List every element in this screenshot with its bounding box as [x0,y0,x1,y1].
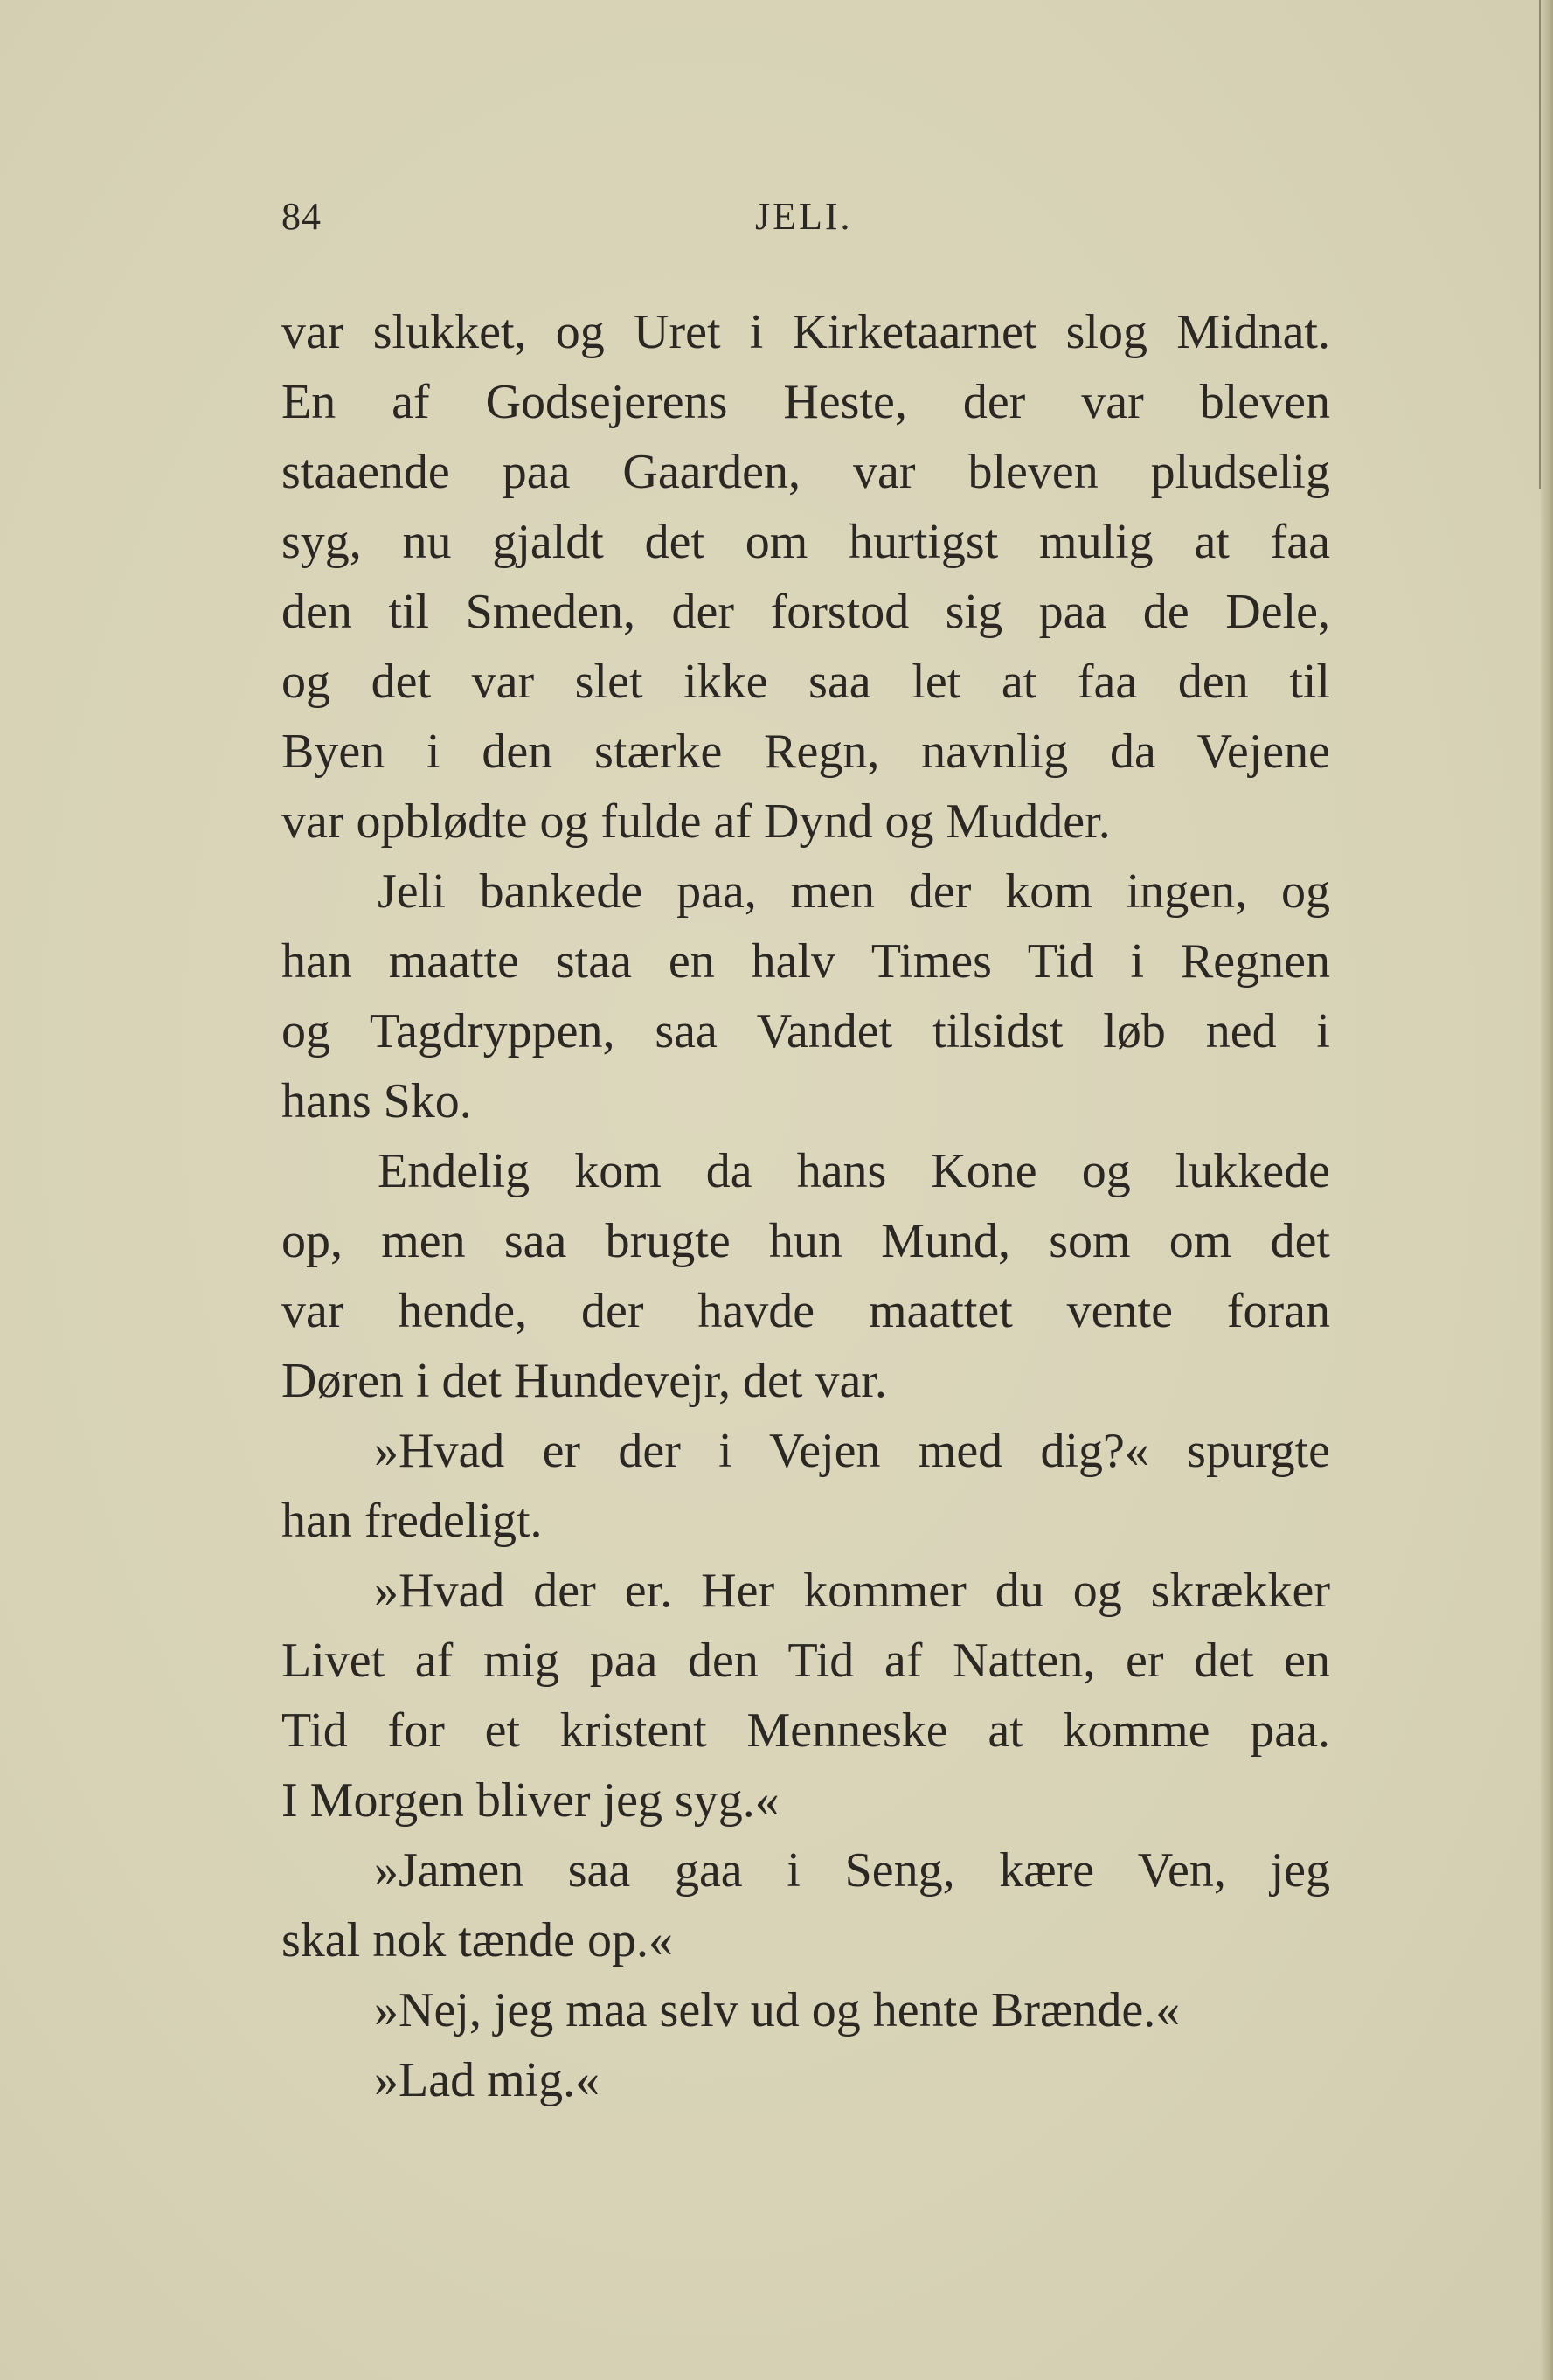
text-line: den til Smeden, der forstod sig paa de Dele, [281,585,1330,639]
text-line: »Hvad er der i Vejen med dig?« spurgte [374,1424,1330,1478]
text-line: syg, nu gjaldt det om hurtigst mulig at faa [281,515,1330,569]
page-title: JELI. [755,195,853,238]
text-line: var hende, der havde maattet vente foran [281,1284,1330,1338]
text-line: skal nok tænde op.« [281,1913,673,1967]
text-line: I Morgen bliver jeg syg.« [281,1773,780,1828]
text-line: han fredeligt. [281,1494,543,1548]
text-line: »Hvad der er. Her kommer du og skrækker [374,1564,1330,1618]
page-number: 84 [281,195,322,238]
text-line: Byen i den stærke Regn, navnlig da Vejene [281,725,1330,779]
text-line: Livet af mig paa den Tid af Natten, er det en [281,1634,1330,1688]
text-line: og Tagdryppen, saa Vandet tilsidst løb ned i [281,1004,1330,1058]
text-line: Døren i det Hundevejr, det var. [281,1354,887,1408]
page-edge-line [1539,0,1541,489]
text-line: »Nej, jeg maa selv ud og hente Brænde.« [374,1983,1181,2037]
text-line: Tid for et kristent Menneske at komme paa. [281,1703,1330,1758]
text-line: han maatte staa en halv Times Tid i Regnen [281,934,1330,989]
text-line: Jeli bankede paa, men der kom ingen, og [378,864,1330,919]
text-line: var opblødte og fulde af Dynd og Mudder. [281,794,1111,849]
running-head [281,194,1330,246]
text-line: »Lad mig.« [374,2053,600,2107]
text-line: hans Sko. [281,1074,472,1128]
text-line: var slukket, og Uret i Kirketaarnet slog Midnat. [281,305,1330,359]
text-line: op, men saa brugte hun Mund, som om det [281,1214,1330,1268]
text-line: staaende paa Gaarden, var bleven pludselig [281,445,1330,499]
body-text [281,297,1330,2115]
text-line: Endelig kom da hans Kone og lukkede [378,1144,1330,1198]
page-edge [1541,0,1553,2380]
text-line: og det var slet ikke saa let at faa den til [281,655,1330,709]
text-line: »Jamen saa gaa i Seng, kære Ven, jeg [374,1843,1330,1898]
text-line: En af Godsejerens Heste, der var bleven [281,375,1330,429]
